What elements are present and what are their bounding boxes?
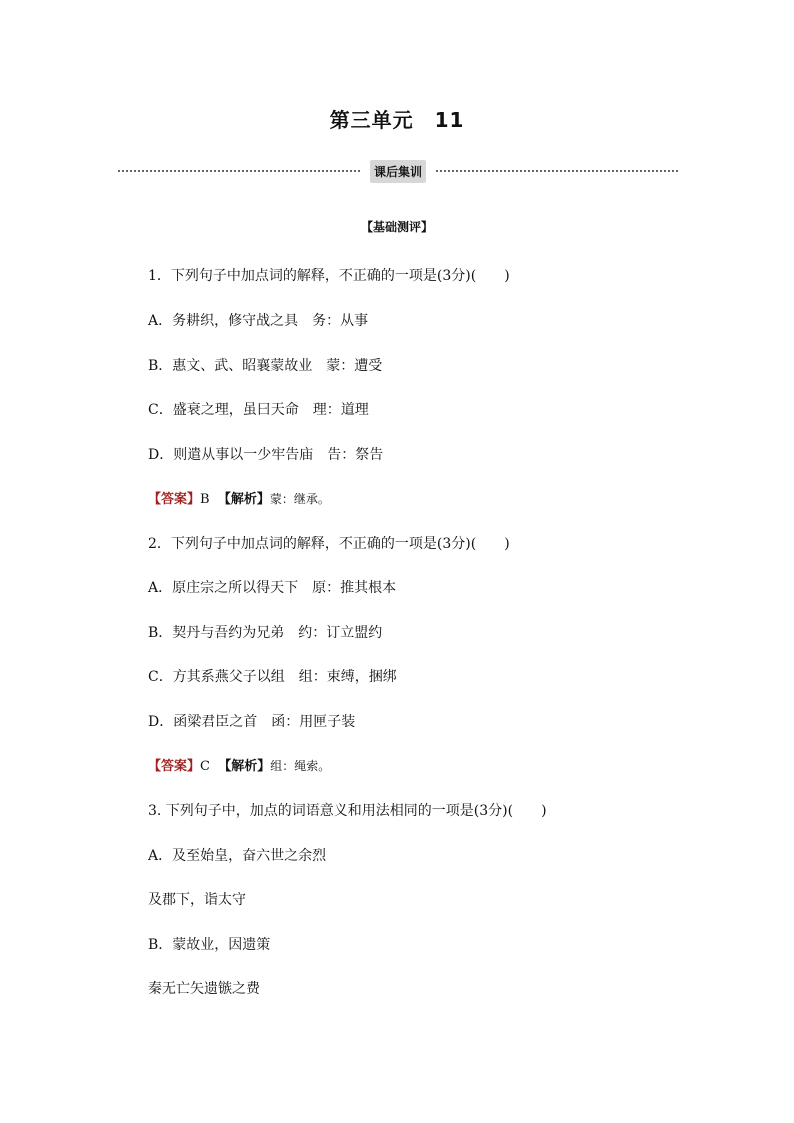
question-1-stem: 1．下列句子中加点词的解释，不正确的一项是(3分)( ) xyxy=(148,268,510,284)
answer-value: B xyxy=(200,492,210,507)
section-tag: 课后集训 xyxy=(370,160,426,183)
answer-label: 【答案】 xyxy=(148,759,201,774)
page-title: 第三单元 11 xyxy=(329,108,465,132)
question-2-stem: 2．下列句子中加点词的解释，不正确的一项是(3分)( ) xyxy=(148,536,510,552)
answer-label: 【答案】 xyxy=(148,492,201,507)
question-3-line-2: 及郡下，诣太守 xyxy=(148,892,246,908)
question-1-option-b: B．惠文、武、昭襄蒙故业 蒙：遭受 xyxy=(148,358,383,374)
question-2-option-b: B．契丹与吾约为兄弟 约：订立盟约 xyxy=(148,625,383,641)
explanation-text: 蒙：继承。 xyxy=(269,492,330,506)
section-divider xyxy=(118,160,678,182)
question-3-stem: 3. 下列句子中，加点的词语意义和用法相同的一项是(3分)( ) xyxy=(148,803,547,819)
question-3-line-4: 秦无亡矢遗镞之费 xyxy=(148,981,260,997)
question-1-option-c: C．盛衰之理，虽曰天命 理：道理 xyxy=(148,402,369,418)
question-3-line-1: A．及至始皇，奋六世之余烈 xyxy=(148,848,327,864)
explanation-text: 组：绳索。 xyxy=(270,759,331,773)
explanation-label: 【解析】 xyxy=(217,492,270,507)
question-2-option-a: A．原庄宗之所以得天下 原：推其根本 xyxy=(148,580,397,596)
question-1-option-a: A．务耕织，修守战之具 务：从事 xyxy=(148,313,369,329)
question-2-answer xyxy=(148,756,330,777)
question-2-option-c: C．方其系燕父子以组 组：束缚，捆绑 xyxy=(148,669,397,685)
question-1-option-d: D．则遣从事以一少牢告庙 告：祭告 xyxy=(148,447,384,463)
question-1-answer xyxy=(148,489,330,510)
answer-value: C xyxy=(200,759,210,774)
question-2-option-d: D．函梁君臣之首 函：用匣子装 xyxy=(148,714,356,730)
dotted-line-right xyxy=(436,170,678,172)
explanation-label: 【解析】 xyxy=(218,759,271,774)
question-3-line-3: B．蒙故业，因遗策 xyxy=(148,937,271,953)
subsection-heading: 【基础测评】 xyxy=(360,220,433,234)
dotted-line-left xyxy=(118,170,360,172)
